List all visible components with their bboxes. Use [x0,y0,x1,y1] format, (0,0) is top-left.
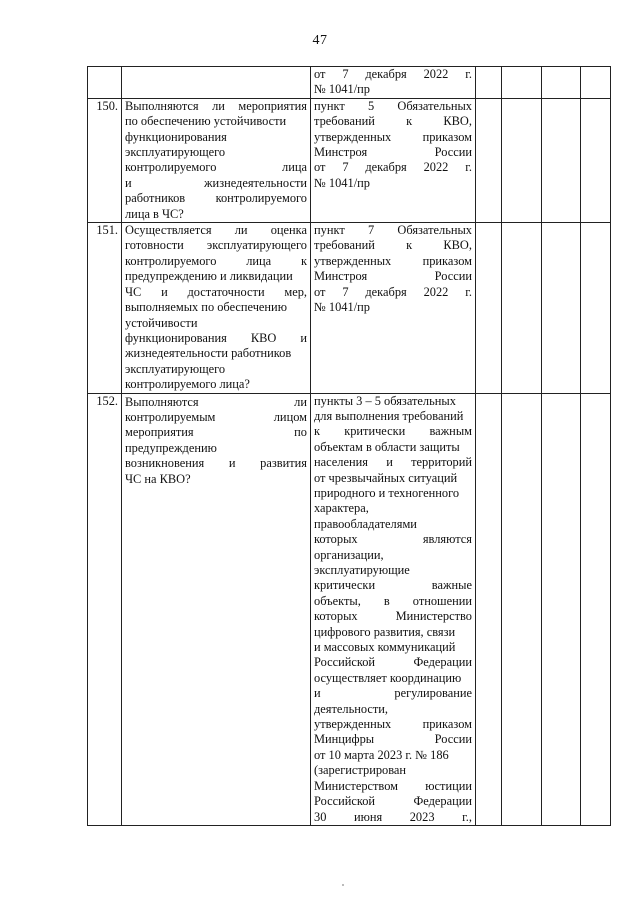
word: которых [314,532,358,547]
word: г., [462,809,472,824]
text-line [314,609,472,624]
word: и [161,284,168,299]
word: Федерации [413,794,472,809]
word: к [406,114,413,129]
empty-cell [542,67,581,99]
word: 5 [367,98,375,113]
word: контролируемого [125,160,217,175]
text-line [125,99,307,114]
text-line [314,717,472,732]
text-line [314,160,472,175]
word: достаточности [187,284,265,299]
word: требований [314,114,375,129]
text-line: предупреждению [125,440,217,455]
text-line [314,578,472,593]
text-line [314,285,472,300]
row-number: 150. [88,98,122,222]
word: оценка [270,223,307,238]
word: г. [465,67,472,81]
word: Осуществляется [125,223,212,238]
word: 2022 [423,284,449,299]
text-line: № 1041/пр [314,300,370,315]
empty-cell [581,393,611,825]
text-line: выполняемых по обеспечению [125,300,287,315]
empty-cell [542,223,581,393]
empty-cell [476,98,502,222]
word: эксплуатирующего [206,238,307,253]
text-line [314,130,472,145]
text-line [314,254,472,269]
word: России [434,269,472,284]
word: Федерации [413,655,472,670]
text-line: цифрового развития, связи [314,624,456,639]
word: от [314,284,326,299]
text-line: № 1041/пр [314,175,370,190]
word: лица [282,160,307,175]
empty-cell [542,98,581,222]
word: пункт [314,223,345,238]
word: 30 [314,809,327,824]
reference-cell [311,98,476,222]
word: лица [246,253,272,268]
text-line [314,655,472,670]
word: требований [314,238,375,253]
word: регулирование [394,686,472,701]
word: лицом [273,409,307,424]
text-line [314,269,472,284]
text-line [314,532,472,547]
table-row [88,67,611,99]
question-cell [122,393,311,825]
word: которых [314,609,358,624]
text-line: контролируемого лица? [125,377,250,392]
word: КВО, [443,114,472,129]
reference-cell [311,393,476,825]
empty-cell [502,223,542,393]
text-line: ЧС на КВО? [125,471,191,486]
table-row [88,223,611,393]
empty-cell [581,67,611,99]
empty-cell [502,393,542,825]
word: мероприятия [238,98,307,113]
word: ли [294,394,307,409]
word: юстиции [425,778,472,793]
word: КВО, [443,238,472,253]
word: важные [431,578,472,593]
text-line: от чрезвычайных ситуаций [314,470,458,485]
text-line [125,191,307,206]
word: важным [429,424,472,439]
word: приказом [422,129,472,144]
question-cell [122,223,311,393]
text-line: № 1041/пр [314,82,370,97]
word: контролируемым [125,409,216,424]
word: 2023 [409,809,435,824]
text-line [314,223,472,238]
text-line [125,331,307,346]
word: мероприятия [125,425,194,440]
word: по [294,425,307,440]
text-line [125,254,307,269]
word: отношении [412,593,472,608]
word: России [434,732,472,747]
scan-speck [342,884,344,886]
text-line: правообладателями [314,516,417,531]
page-number: 47 [312,33,328,48]
text-line [314,238,472,253]
text-line: эксплуатирующего [125,361,226,376]
word: приказом [422,717,472,732]
word: Минстроя [314,145,368,160]
word: контролируемого [215,191,307,206]
word: в [383,593,390,608]
word: пункт [314,98,345,113]
text-line: устойчивости [125,315,198,330]
text-line: жизнедеятельности работников [125,346,292,361]
word: мер, [284,284,307,299]
word: утвержденных [314,129,392,144]
empty-cell [476,67,502,99]
row-number: 152. [88,393,122,825]
word: России [434,145,472,160]
text-line: объектам в области защиты [314,439,460,454]
word: к [406,238,413,253]
word: 7 [342,284,349,299]
word: критически [314,578,376,593]
text-line [125,238,307,253]
word: развития [260,456,307,471]
text-line: эксплуатирующего [125,145,226,160]
text-line [314,114,472,129]
word: Российской [314,655,376,670]
text-line [314,594,472,609]
word: и [228,456,236,471]
requirements-table [87,66,611,826]
word: 7 [342,67,349,81]
word: 7 [342,160,349,175]
word: к [300,253,307,268]
word: готовности [125,238,184,253]
text-line: эксплуатирующие [314,563,410,577]
word: от [314,67,326,81]
word: функционирования [125,330,227,345]
word: территорий [411,455,472,470]
word: от [314,160,326,175]
text-line [314,145,472,160]
text-line: организации, [314,547,384,562]
word: утвержденных [314,717,392,732]
text-line [314,67,472,82]
text-line: по обеспечению устойчивости [125,114,287,129]
text-line: характера, [314,501,369,516]
text-line [125,410,307,425]
table-row [88,393,611,825]
text-line [125,285,307,300]
word: 7 [367,223,375,238]
word: Обязательных [397,98,472,113]
text-line [314,779,472,794]
word: критически [344,424,406,439]
text-line: природного и техногенного [314,485,460,500]
text-line: от 10 марта 2023 г. № 186 [314,747,449,762]
word: июня [353,809,383,824]
word: ЧС [125,284,142,299]
text-line [125,160,307,175]
text-line: для выполнения требований [314,408,464,423]
word: и [386,455,393,470]
text-line [125,395,307,410]
word: Министерством [314,778,398,793]
word: объекты, [314,593,361,608]
text-line [314,810,472,825]
text-line: пункты 3 – 5 обязательных [314,393,456,408]
word: Выполняются [125,98,199,113]
text-line [314,455,472,470]
table-row [88,98,611,222]
word: Российской [314,794,376,809]
text-line [125,456,307,471]
row-number: 151. [88,223,122,393]
word: ли [234,223,248,238]
word: декабря [365,284,407,299]
text-line [314,686,472,701]
word: Обязательных [397,223,472,238]
text-line [314,794,472,809]
word: контролируемого [125,253,217,268]
text-line [314,99,472,114]
row-number [88,67,122,99]
word: являются [422,532,472,547]
word: утвержденных [314,253,392,268]
text-line: предупреждению и ликвидации [125,269,293,284]
empty-cell [581,98,611,222]
word: Министерство [395,609,472,624]
word: декабря [365,67,407,81]
text-line [125,425,307,440]
text-line: лица в ЧС? [125,206,184,221]
word: и [300,330,307,345]
word: Минстроя [314,269,368,284]
word: жизнедеятельности [204,175,307,190]
word: г. [465,160,472,175]
reference-cell [311,67,476,99]
question-cell [122,98,311,222]
word: г. [465,284,472,299]
word: КВО [250,330,277,345]
reference-cell [311,223,476,393]
text-line [314,424,472,439]
text-line [125,223,307,238]
empty-cell [542,393,581,825]
text-line: (зарегистрирован [314,763,407,778]
empty-cell [581,223,611,393]
text-line: осуществляет координацию [314,670,462,685]
text-line: функционирования [125,129,227,144]
word: к [314,424,321,439]
text-line: и массовых коммуникаций [314,640,456,655]
word: возникновения [125,456,205,471]
word: приказом [422,253,472,268]
question-cell [122,67,311,99]
word: и [314,686,321,701]
empty-cell [476,393,502,825]
text-line [314,732,472,747]
word: ли [212,98,225,113]
word: 2022 [423,67,449,81]
empty-cell [502,67,542,99]
word: населения [314,455,368,470]
empty-cell [476,223,502,393]
word: Выполняются [125,394,199,409]
text-line [125,176,307,191]
text-line: деятельности, [314,701,389,716]
word: Минцифры [314,732,375,747]
word: работников [125,191,186,206]
word: 2022 [423,160,449,175]
word: и [125,175,132,190]
empty-cell [502,98,542,222]
word: декабря [365,160,407,175]
